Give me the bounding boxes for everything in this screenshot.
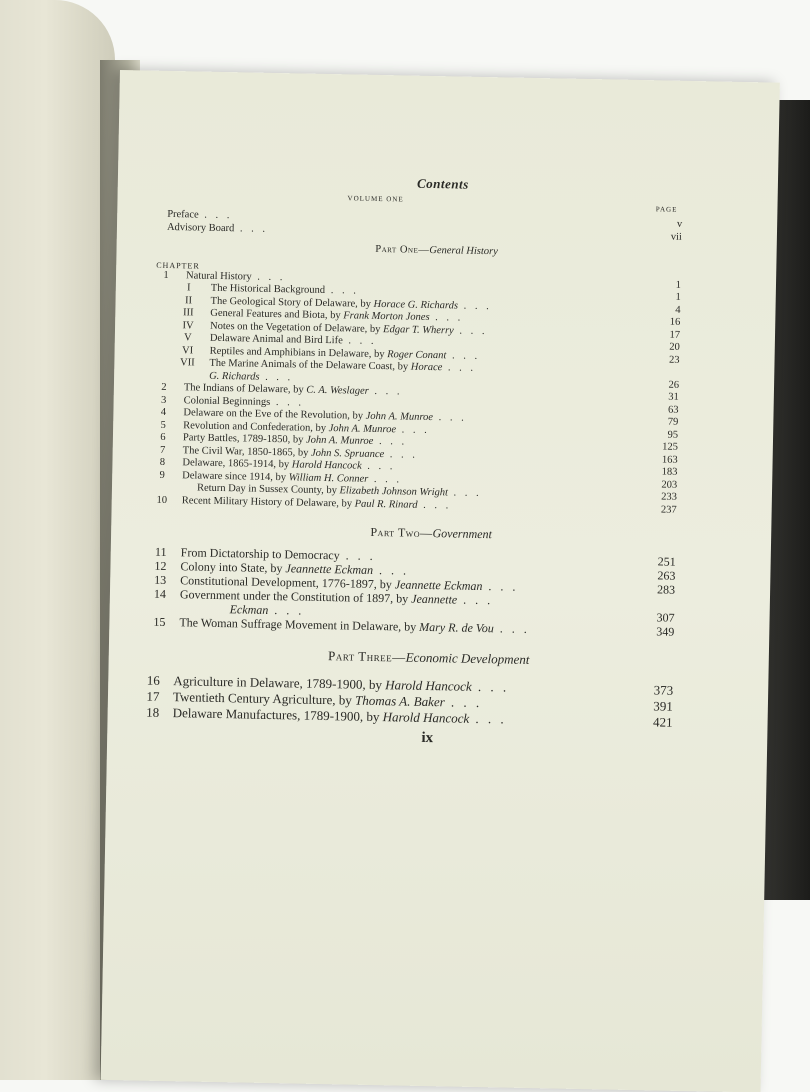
entry-author: Jeannette Eckman [395,577,483,593]
contents-title: Contents [168,171,718,198]
entry-author: Frank Morton Jones [343,310,430,323]
entry-title: The Marine Animals of the Delaware Coast, by [209,358,411,373]
entry-title: The Woman Suffrage Movement in Delaware, by [179,615,419,634]
entry-page: 391 [653,698,673,714]
leader-dots: . . . [442,362,476,374]
entry-title: From Dictatorship to Democracy [181,545,340,562]
entry-title: The Geological Story of Delaware, by [210,295,373,309]
entry-page: v [677,219,682,232]
entry-number: 15 [149,615,169,629]
entry-title: General Features and Biota, by [210,308,343,322]
part-two-label: Part Two— [370,525,432,540]
entry-number: 7 [153,444,173,457]
entry-author: Eckman [230,602,269,617]
entry-title: Recent Military History of Delaware, by [182,495,355,509]
leader-dots: . . . [373,563,409,578]
entry-title: Revolution and Confederation, by [183,420,329,434]
leader-dots: . . . [325,285,359,297]
entry-page: 283 [657,582,675,596]
entry-author: C. A. Weslager [306,385,369,397]
chapter-column-header: CHAPTER [156,260,716,280]
entry-number: 8 [152,457,172,470]
contents-body [147,171,718,753]
entry-number: 14 [150,587,170,601]
part-three-subtitle: Economic Development [406,650,530,667]
entry-author: G. Richards [209,370,260,382]
entry-number: 11 [151,545,171,559]
entry-author: John A. Munroe [329,423,397,435]
entry-author: Horace G. Richards [373,298,458,311]
leader-dots: . . . [259,371,293,383]
entry-title: Colonial Beginnings [184,395,271,408]
front-matter-list [157,209,717,245]
entry-title: Twentieth Century Agriculture, by [173,689,355,707]
leader-dots: . . . [268,603,304,618]
entry-title: Delaware since 1914, by [182,470,289,483]
entry-number: 3 [154,394,174,407]
leader-dots: . . . [417,499,451,511]
entry-number: 2 [154,382,174,395]
leader-dots: . . . [446,350,480,362]
entry-title: Government under the Constitution of 1897, by [180,587,412,605]
entry-number: 1 [156,269,176,282]
leader-dots: . . . [234,223,268,235]
entry-page: 63 [668,404,679,417]
entry-title: Notes on the Vegetation of Delaware, by [210,320,383,334]
leader-dots: . . . [343,335,377,347]
leader-dots: . . . [396,424,430,436]
leader-dots: . . . [429,312,463,324]
entry-page: vii [671,231,682,244]
entry-page: 125 [662,441,678,454]
entry-title: The Civil War, 1850-1865, by [183,445,312,458]
entry-author: Roger Conant [387,349,446,361]
leader-dots: . . . [369,386,403,398]
entry-number: 10 [152,494,172,507]
part-three-list [148,673,709,732]
entry-number: IV [173,320,203,333]
entry-author: Jeannette [411,592,457,607]
leader-dots: . . . [454,325,488,337]
leader-dots: . . . [362,461,396,473]
entry-author: Edgar T. Wherry [383,324,454,336]
entry-number: I [174,282,204,295]
entry-number: 6 [153,432,173,445]
entry-author: Harold Hancock [383,709,470,726]
page-folio: ix [147,725,707,753]
contents-page [101,70,780,1092]
entry-page: 307 [656,610,674,624]
entry-author: William H. Conner [289,472,369,485]
part-one-heading [157,240,717,263]
entry-page: 183 [661,466,677,479]
entry-title: Delaware, 1865-1914, by [182,457,292,470]
entry-title: The Historical Background [211,283,326,296]
part-one-subtitle: General History [429,245,498,257]
entry-title: Preface [167,209,199,221]
entry-page: 26 [668,379,679,392]
entry-page: 1 [675,292,680,305]
entry-author: John S. Spruance [311,447,384,459]
facing-page [0,0,115,1080]
entry-title: Constitutional Development, 1776-1897, by [180,573,395,591]
entry-page: 17 [669,329,680,342]
part-three-heading [149,645,709,672]
entry-title: Delaware Manufactures, 1789-1900, by [173,705,383,724]
entry-author: Mary R. de Vou [419,620,494,635]
entry-number: V [173,332,203,345]
entry-title: Colony into State, by [180,559,285,575]
entry-author: John A. Munroe [306,435,374,447]
entry-author: Elizabeth Johnson Wright [339,485,448,498]
entry-author: Paul R. Rinard [355,498,418,510]
entry-page: 23 [669,354,680,367]
entry-title: Return Day in Sussex County, by [197,483,340,497]
part-two-list [149,545,711,640]
leader-dots: . . . [384,449,418,461]
leader-dots: . . . [340,548,376,563]
entry-author: Horace [411,362,443,374]
entry-title: Advisory Board [167,221,235,233]
entry-page: 16 [670,317,681,330]
entry-page: 233 [661,491,677,504]
leader-dots: . . . [252,271,286,283]
leader-dots: . . . [433,412,467,424]
part-one-label: Part One— [375,244,429,256]
leader-dots: . . . [482,579,518,594]
entry-number: II [173,295,203,308]
page-column-header: PAGE [656,205,678,213]
entry-title: Agriculture in Delaware, 1789-1900, by [173,673,385,692]
entry-number: 13 [150,573,170,587]
entry-page: 163 [662,454,678,467]
leader-dots: . . . [368,473,402,485]
entry-page: 349 [656,624,674,638]
entry-page: 95 [667,429,678,442]
entry-page: 4 [675,304,680,317]
entry-number: 16 [143,673,163,689]
entry-page: 237 [661,504,677,517]
entry-page: 373 [654,682,674,698]
entry-title: Delaware Animal and Bird Life [210,333,343,347]
entry-title: Party Battles, 1789-1850, by [183,432,306,445]
leader-dots: . . . [469,711,507,727]
entry-page: 31 [668,392,679,405]
entry-number: VI [172,345,202,358]
entry-number: 4 [153,407,173,420]
entry-page: 1 [676,279,681,292]
part-two-heading [151,521,711,546]
leader-dots: . . . [199,210,233,222]
part-three-label: Part Three— [328,648,406,664]
entry-number: VII [172,357,202,370]
entry-number: 9 [152,469,172,482]
entry-page: 79 [668,417,679,430]
leader-dots: . . . [457,593,493,608]
entry-author: John A. Munroe [366,411,434,423]
entry-author: Jeannette Eckman [285,561,373,577]
entry-author: Harold Hancock [385,677,472,694]
entry-author: Harold Hancock [292,459,362,471]
leader-dots: . . . [445,694,483,710]
volume-label: VOLUME ONE [348,194,404,203]
entry-number: 18 [143,705,163,721]
entry-number: III [173,307,203,320]
leader-dots: . . . [472,679,510,695]
entry-page: 263 [657,568,675,582]
part-one-list [152,269,716,517]
entry-number: 12 [150,559,170,573]
entry-page: 20 [669,342,680,355]
part-two-subtitle: Government [432,526,492,541]
entry-page: 251 [658,554,676,568]
entry-number: 17 [143,689,163,705]
entry-number: 5 [153,419,173,432]
entry-title: Delaware on the Eve of the Revolution, by [183,407,365,421]
leader-dots: . . . [494,621,530,636]
entry-title: Reptiles and Amphibians in Delaware, by [210,345,388,359]
leader-dots: . . . [448,487,482,499]
entry-title: The Indians of Delaware, by [184,382,307,395]
entry-title: Natural History [186,270,252,282]
entry-page: 203 [661,479,677,492]
entry-author: Thomas A. Baker [355,693,445,710]
leader-dots: . . . [373,436,407,448]
leader-dots: . . . [270,396,304,408]
leader-dots: . . . [458,300,492,312]
entry-page: 421 [653,714,673,730]
